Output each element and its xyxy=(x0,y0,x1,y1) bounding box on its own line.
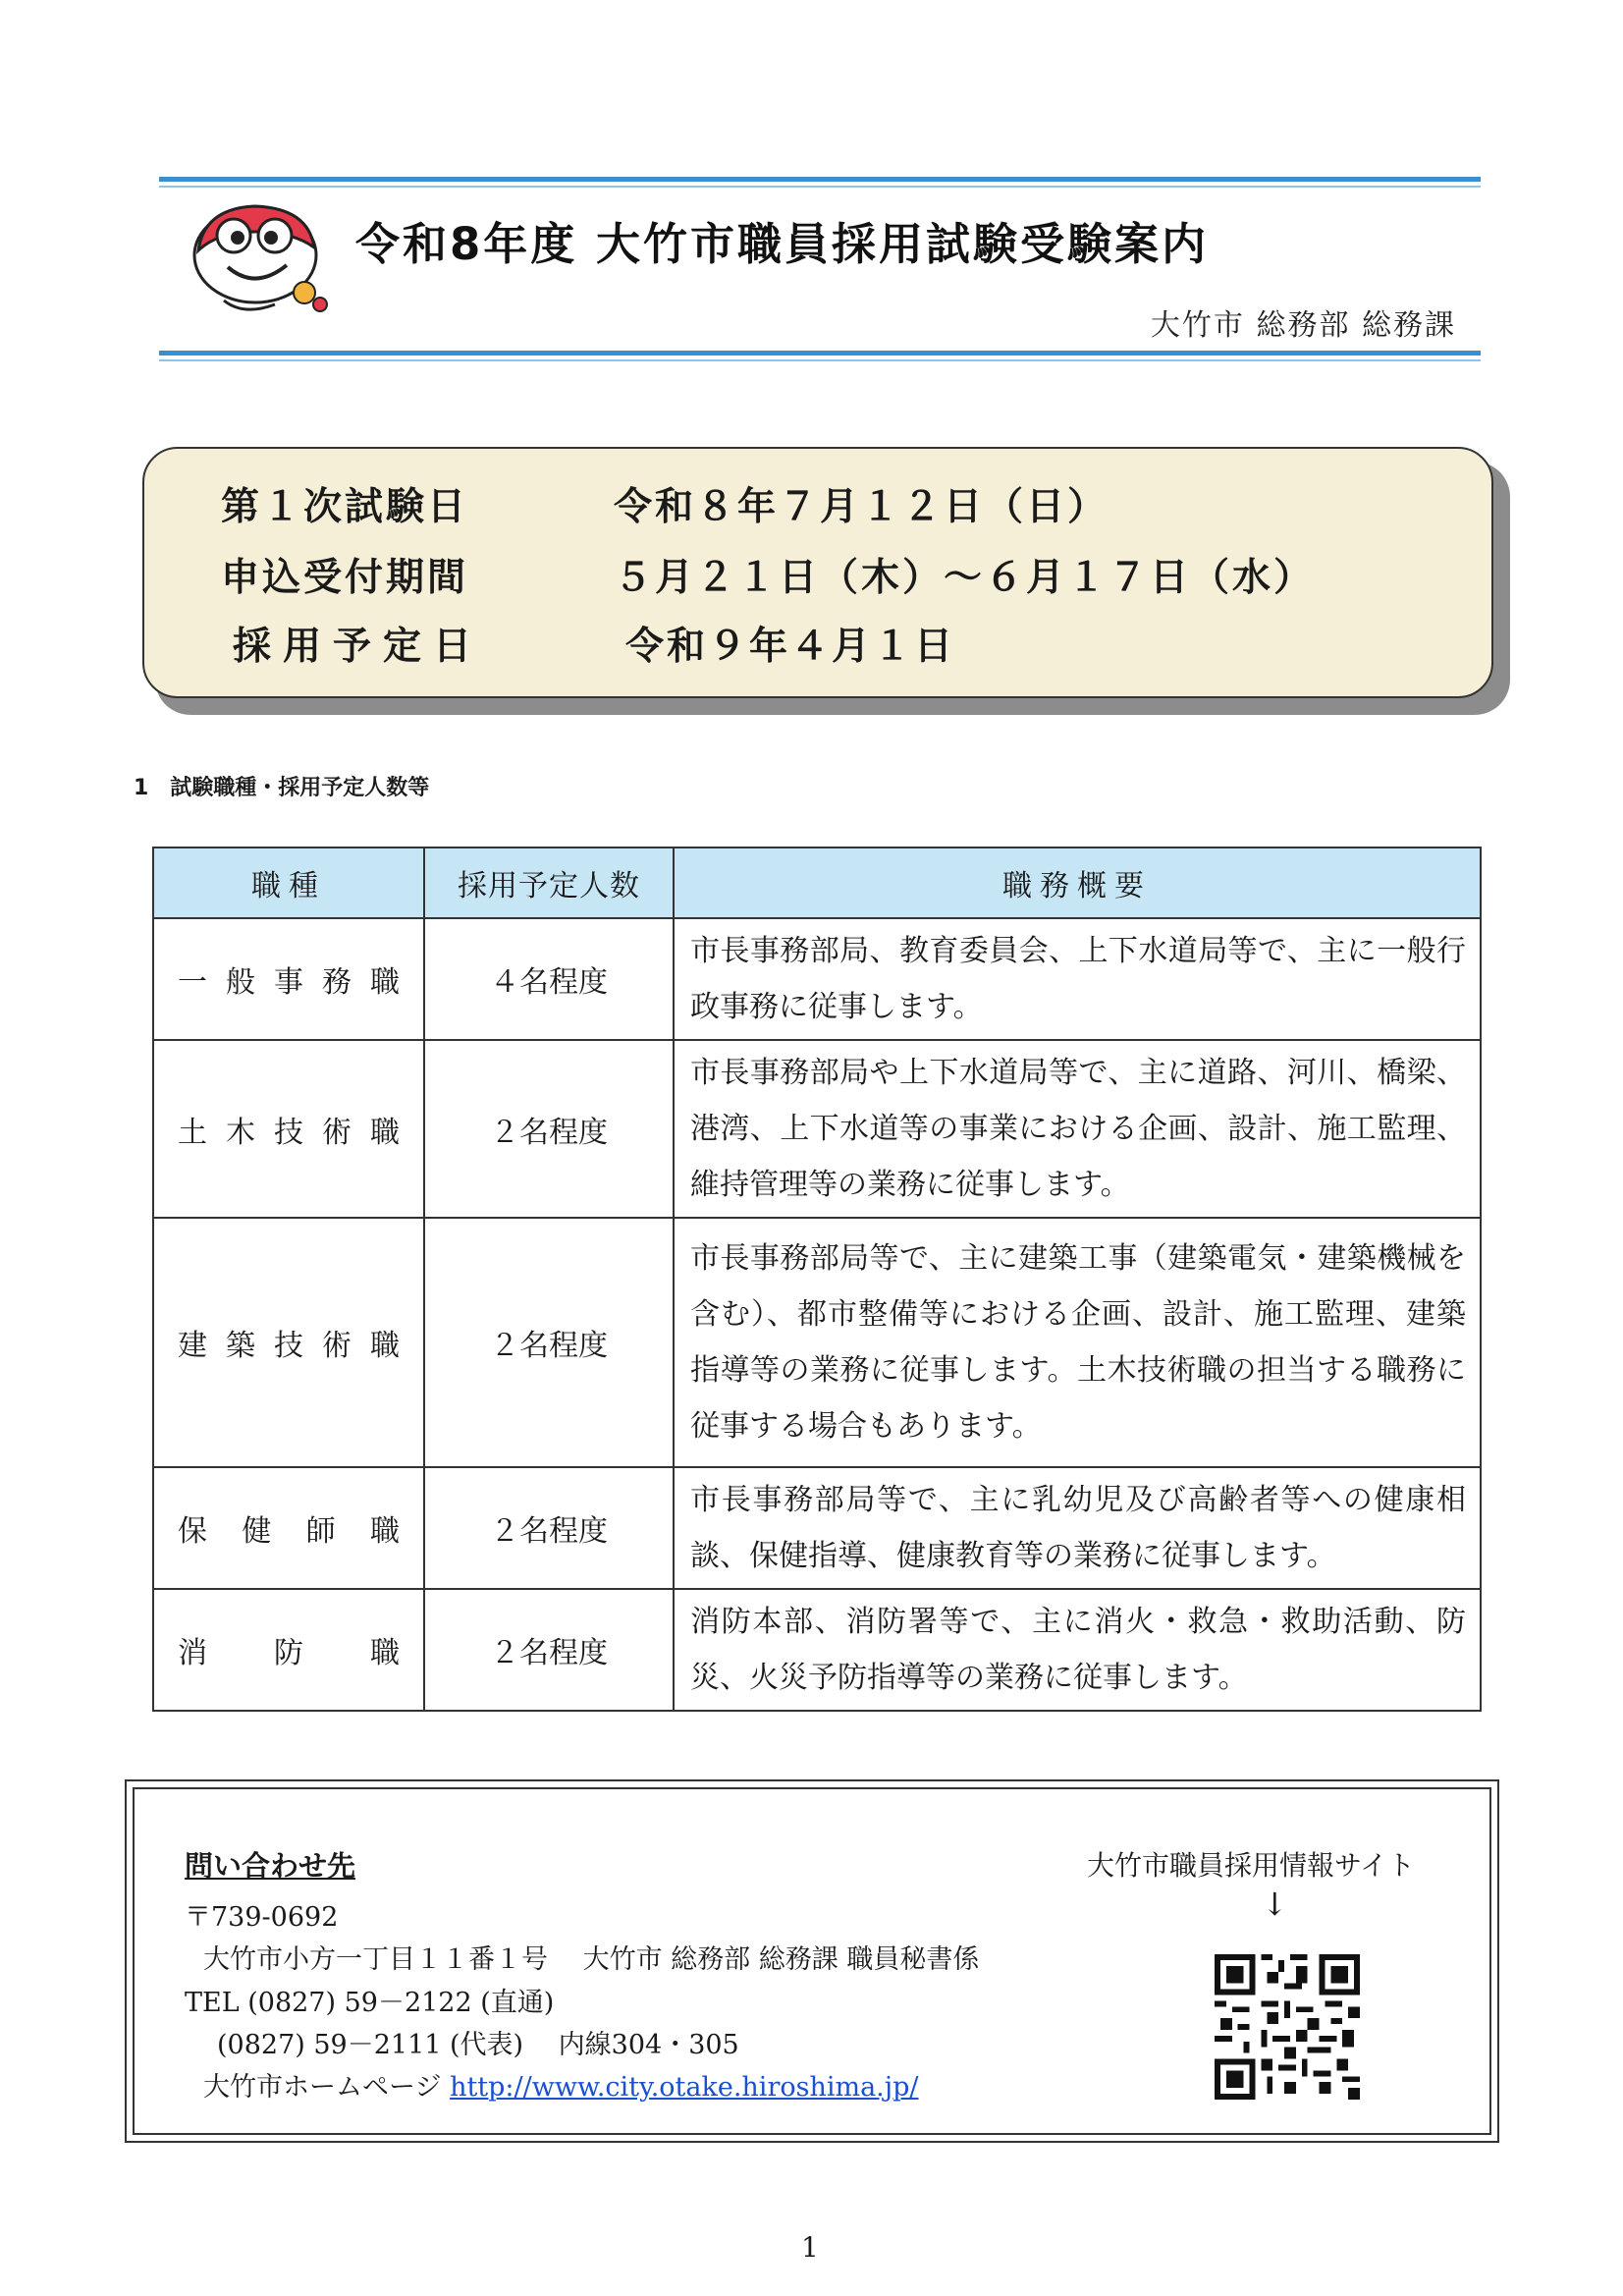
column-header-job: 職種 xyxy=(153,847,424,918)
table-row xyxy=(153,1218,1481,1467)
key-date-label: 採用予定日 xyxy=(233,625,484,669)
key-date-row xyxy=(221,616,955,671)
contact-box xyxy=(125,1779,1499,2143)
job-count: ２名程度 xyxy=(424,1040,674,1218)
table-row xyxy=(153,1589,1481,1711)
header-bottom-rule xyxy=(159,351,1481,361)
contact-box-inner xyxy=(133,1787,1491,2135)
mascot-character-icon xyxy=(185,196,332,319)
column-header-summary: 職務概要 xyxy=(674,847,1481,918)
table-row xyxy=(153,918,1481,1040)
key-dates-box xyxy=(142,447,1493,698)
page-number: 1 xyxy=(801,2231,819,2264)
job-summary: 市長事務部局等で、主に建築工事（建築電気・建築機械を含む）、都市整備等における企画、設計、施工監理、建築指導等の業務に従事します。土木技術職の担当する職務に従事する場合もあります。 xyxy=(674,1218,1481,1467)
job-table xyxy=(152,847,1482,1712)
qr-code-icon[interactable] xyxy=(1215,1954,1360,2100)
header-top-rule xyxy=(159,177,1481,188)
job-summary: 消防本部、消防署等で、主に消火・救急・救助活動、防災、火災予防指導等の業務に従事します。 xyxy=(674,1589,1481,1711)
contact-tel-main: (0827) 59－2111 (代表) 内線304・305 xyxy=(217,2030,739,2060)
key-date-row xyxy=(221,547,1315,602)
job-name: 建築技術職 xyxy=(153,1218,424,1467)
job-summary: 市長事務部局や上下水道局等で、主に道路、河川、橋梁、港湾、上下水道等の事業における企画、設計、施工監理、維持管理等の業務に従事します。 xyxy=(674,1040,1481,1218)
table-row xyxy=(153,1040,1481,1218)
homepage-link[interactable]: http://www.city.otake.hiroshima.jp/ xyxy=(450,2072,919,2103)
table-row xyxy=(153,1467,1481,1589)
contact-homepage xyxy=(203,2065,919,2104)
recruit-site-label: 大竹市職員採用情報サイト xyxy=(1087,1849,1416,1882)
key-date-value: 令和８年７月１２日（日） xyxy=(614,485,1109,529)
key-date-label: 第１次試験日 xyxy=(221,485,469,529)
contact-postal-code: 〒739-0692 xyxy=(185,1902,339,1933)
table-header-row xyxy=(153,847,1481,918)
key-date-row xyxy=(221,476,1109,531)
job-count: ２名程度 xyxy=(424,1218,674,1467)
contact-heading: 問い合わせ先 xyxy=(185,1849,356,1883)
job-name: 消防職 xyxy=(153,1589,424,1711)
job-count: ２名程度 xyxy=(424,1467,674,1589)
job-count: ４名程度 xyxy=(424,918,674,1040)
job-summary: 市長事務部局、教育委員会、上下水道局等で、主に一般行政事務に従事します。 xyxy=(674,918,1481,1040)
job-summary: 市長事務部局等で、主に乳幼児及び高齢者等への健康相談、保健指導、健康教育等の業務に従事します。 xyxy=(674,1467,1481,1589)
page-title: 令和8年度 大竹市職員採用試験受験案内 xyxy=(355,218,1209,270)
column-header-count: 採用予定人数 xyxy=(424,847,674,918)
contact-address: 大竹市小方一丁目１１番１号 大竹市 総務部 総務課 職員秘書係 xyxy=(203,1944,980,1975)
section-title: 1 試験職種・採用予定人数等 xyxy=(134,776,430,800)
job-name: 保健師職 xyxy=(153,1467,424,1589)
contact-tel-direct: TEL (0827) 59－2122 (直通) xyxy=(185,1988,555,2018)
job-count: ２名程度 xyxy=(424,1589,674,1711)
department-label: 大竹市 総務部 総務課 xyxy=(1150,308,1456,343)
homepage-label: 大竹市ホームページ xyxy=(203,2072,442,2103)
key-date-label: 申込受付期間 xyxy=(221,556,469,600)
job-name: 土木技術職 xyxy=(153,1040,424,1218)
key-date-value: 令和９年４月１日 xyxy=(625,625,956,669)
key-date-value: ５月２１日（木）～６月１７日（水） xyxy=(614,556,1316,600)
job-name: 一般事務職 xyxy=(153,918,424,1040)
down-arrow-icon: ↓ xyxy=(1262,1886,1288,1923)
